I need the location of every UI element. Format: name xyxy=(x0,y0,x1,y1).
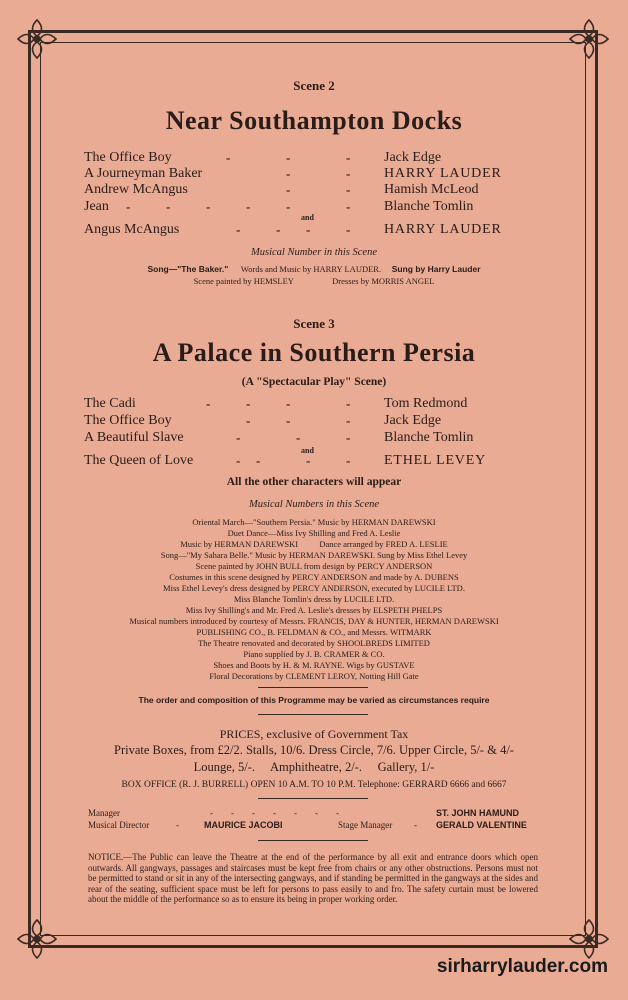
cast-role: Andrew McAngus xyxy=(84,182,188,197)
cast-row: A Beautiful Slave - - - Blanche Tomlin xyxy=(84,430,474,445)
corner-ornament-icon xyxy=(14,916,60,962)
and-connector: and xyxy=(301,213,314,222)
musical-director-name: MAURICE JACOBI xyxy=(204,820,283,830)
cast-row: The Queen of Love - - - - ETHEL LEVEY xyxy=(84,453,486,468)
credit-line: Costumes in this scene designed by PERCY ANDERSON and made by A. DUBENS xyxy=(169,572,459,582)
scene-2-label: Scene 2 xyxy=(293,78,335,93)
cast-row: The Office Boy - - - Jack Edge xyxy=(84,150,442,165)
credit-line: Song—"My Sahara Belle." Music by HERMAN DAREWSKI. Sung by Miss Ethel Levey xyxy=(160,550,468,560)
corner-ornament-icon xyxy=(566,16,612,62)
cast-row: The Office Boy - - - Jack Edge xyxy=(84,413,442,428)
scene-3-musical-heading: Musical Numbers in this Scene xyxy=(248,499,380,510)
corner-ornament-icon xyxy=(14,16,60,62)
credit-line: Floral Decorations by CLEMENT LEROY, Notting Hill Gate xyxy=(209,671,419,681)
song-credit: Words and Music by HARRY LAUDER. xyxy=(240,264,382,274)
cast-actor: Hamish McLeod xyxy=(384,182,479,197)
credit-line: Oriental March—"Southern Persia." Music by HERMAN DAREWSKI xyxy=(192,517,436,527)
manager-name: ST. JOHN HAMUND xyxy=(436,808,520,818)
prices-line-1: Private Boxes, from £2/2. Stalls, 10/6. Dress Circle, 7/6. Upper Circle, 5/- & 4/- xyxy=(114,743,514,757)
credit-line: PUBLISHING CO., B. FELDMAN & CO., and Messrs. WITMARK xyxy=(196,627,432,637)
credit-line: Shoes and Boots by H. & M. RAYNE. Wigs by GUSTAVE xyxy=(213,660,415,670)
divider xyxy=(258,798,368,799)
scene-painter: Scene painted by HEMSLEY xyxy=(193,276,294,286)
credit-line: Musical numbers introduced by courtesy of Messrs. FRANCIS, DAY & HUNTER, HERMAN DAREWSKI xyxy=(129,616,499,626)
cast-row: A Journeyman Baker - - HARRY LAUDER xyxy=(84,166,502,181)
cast-actor: HARRY LAUDER xyxy=(384,222,502,237)
song-singer: Sung by Harry Lauder xyxy=(391,264,481,274)
public-notice: NOTICE.—The Public can leave the Theatre at the end of the performance by all exit and entrance doors which open outwards. All gangways, passages and staircases must be kept free from chairs or any other obstructions. Persons must not be permitted to stand or sit in any of the intersecting gangways, and if standing be permitted in the gangways at the sides and rear of the seating, sufficient space must be left for persons to pass easily to and fro. The safety curtain must be lowered about the middle of the performance so as to ensure its being in proper working order. xyxy=(88,852,538,904)
cast-actor: HARRY LAUDER xyxy=(384,166,502,181)
credit-line: Miss Ethel Levey's dress designed by PERCY ANDERSON, executed by LUCILE LTD. xyxy=(163,583,465,593)
site-watermark: sirharrylauder.com xyxy=(436,956,608,977)
manager-label: Manager xyxy=(88,808,120,818)
cast-actor: Jack Edge xyxy=(384,413,442,428)
stage-manager-name: GERALD VALENTINE xyxy=(436,820,527,830)
prices-line-2: Lounge, 5/-. Amphitheatre, 2/-. Gallery, 1/- xyxy=(193,760,435,774)
divider xyxy=(258,840,368,841)
scene-2-musical-heading: Musical Number in this Scene xyxy=(251,247,377,258)
scene-2-production-credits xyxy=(72,276,556,287)
cast-actor: Blanche Tomlin xyxy=(384,430,474,445)
credit-line: Duet Dance—Miss Ivy Shilling and Fred A. Leslie xyxy=(227,528,401,538)
cast-role: Angus McAngus xyxy=(84,222,180,237)
prices-heading: PRICES, exclusive of Government Tax xyxy=(219,727,409,741)
cast-role: A Journeyman Baker xyxy=(84,166,203,181)
cast-row: The Cadi - - - - Tom Redmond xyxy=(84,396,468,411)
scene-3-subtitle: (A "Spectacular Play" Scene) xyxy=(241,376,387,388)
cast-row: Angus McAngus - - - - HARRY LAUDER xyxy=(84,222,502,237)
credit-line: Miss Ivy Shilling's and Mr. Fred A. Leslie's dresses by ELSPETH PHELPS xyxy=(185,605,443,615)
leader-dash: - xyxy=(414,820,417,830)
cast-role: The Office Boy xyxy=(84,150,172,165)
musical-director-label: Musical Director xyxy=(88,820,150,830)
leader-dashes: - - - - - - - xyxy=(210,808,339,818)
divider xyxy=(258,687,368,688)
scene-3-label: Scene 3 xyxy=(293,316,335,331)
credit-line: Music by HERMAN DAREWSKI Dance arranged by FRED A. LESLIE xyxy=(180,539,448,549)
scene-2-song-line xyxy=(72,264,556,275)
scene-2-title: Near Southampton Docks xyxy=(165,106,463,135)
scene-3-others-note: All the other characters will appear xyxy=(226,476,402,488)
cast-row: Andrew McAngus - - Hamish McLeod xyxy=(84,182,479,197)
cast-role: The Office Boy xyxy=(84,413,172,428)
leader-dash: - xyxy=(176,820,179,830)
scene-3-title: A Palace in Southern Persia xyxy=(152,338,476,367)
cast-role: A Beautiful Slave xyxy=(84,430,184,445)
cast-actor: Blanche Tomlin xyxy=(384,199,474,214)
cast-actor: ETHEL LEVEY xyxy=(384,453,486,468)
and-connector: and xyxy=(301,446,314,455)
song-title: Song—"The Baker." xyxy=(147,264,229,274)
credit-line: The Theatre renovated and decorated by SHOOLBREDS LIMITED xyxy=(198,638,430,648)
cast-role: The Queen of Love xyxy=(84,453,194,468)
credit-line: Miss Blanche Tomlin's dress by LUCILE LTD. xyxy=(233,594,395,604)
cast-role: The Cadi xyxy=(84,396,136,411)
cast-actor: Jack Edge xyxy=(384,150,442,165)
programme-note: The order and composition of this Programme may be varied as circumstances require xyxy=(138,695,490,705)
credit-line: Scene painted by JOHN BULL from design by PERCY ANDERSON xyxy=(195,561,433,571)
divider xyxy=(258,714,368,715)
cast-row: Jean - - - - - - Blanche Tomlin xyxy=(84,199,474,214)
dress-credit: Dresses by MORRIS ANGEL xyxy=(332,276,435,286)
stage-manager-label: Stage Manager xyxy=(338,820,393,830)
box-office-line: BOX OFFICE (R. J. BURRELL) OPEN 10 A.M. TO 10 P.M. Telephone: GERRARD 6666 and 6667 xyxy=(121,780,507,790)
cast-actor: Tom Redmond xyxy=(384,396,468,411)
credit-line: Piano supplied by J. B. CRAMER & CO. xyxy=(243,649,385,659)
cast-role: Jean xyxy=(84,199,109,214)
